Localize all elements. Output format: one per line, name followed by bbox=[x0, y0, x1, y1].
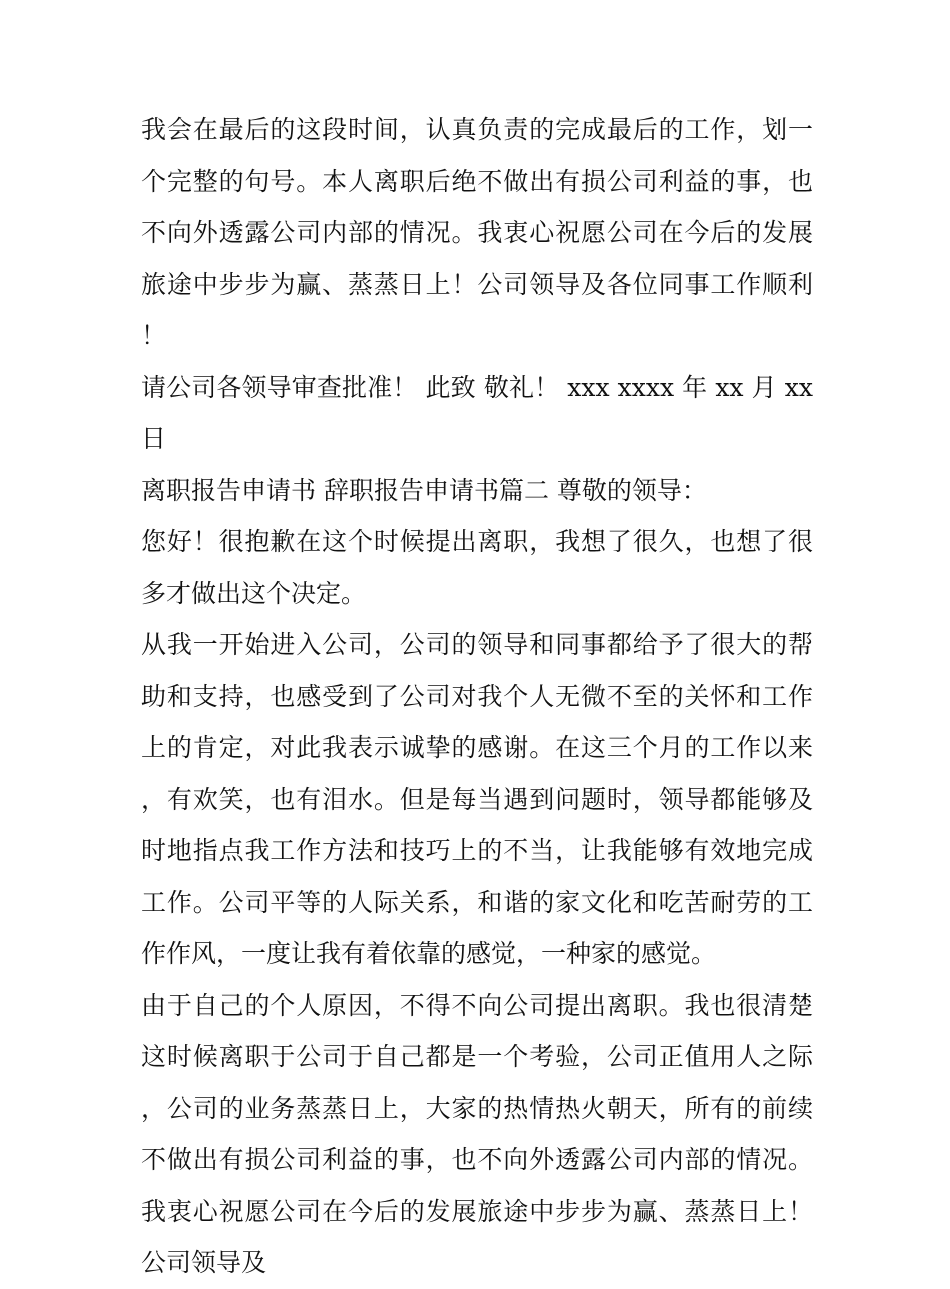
paragraph-gratitude: 从我一开始进入公司，公司的领导和同事都给予了很大的帮助和支持，也感受到了公司对我个人无微不至的关怀和工作上的肯定，对此我表示诚挚的感谢。在这三个月的工作以来，有欢笑，也有泪水。但是每当遇到问题时，领导都能够及时地指点我工作方法和技巧上的不当，让我能够有效地完成工作。公司平等的人际关系，和谐的家文化和吃苦耐劳的工作作风，一度让我有着依靠的感觉，一种家的感觉。 bbox=[141, 630, 813, 968]
document-body bbox=[141, 104, 813, 1289]
paragraph-sign-off: 请公司各领导审查批准！ 此致 敬礼！ xxx xxxx 年 xx 月 xx 日 bbox=[141, 372, 813, 453]
paragraph-section-heading: 离职报告申请书 辞职报告申请书篇二 尊敬的领导： bbox=[141, 475, 707, 505]
paragraph-reason: 由于自己的个人原因，不得不向公司提出离职。我也很清楚这时候离职于公司于自己都是一个考验，公司正值用人之际，公司的业务蒸蒸日上，大家的热情热火朝天，所有的前续不做出有损公司利益的事，也不向外透露公司内部的情况。我衷心祝愿公司在今后的发展旅途中步步为赢、蒸蒸日上！公司领导及 bbox=[141, 990, 813, 1277]
paragraph-greeting: 您好！很抱歉在这个时候提出离职，我想了很久，也想了很多才做出这个决定。 bbox=[141, 527, 813, 608]
paragraph-closing-commitment: 我会在最后的这段时间，认真负责的完成最后的工作，划一个完整的句号。本人离职后绝不做出有损公司利益的事，也不向外透露公司内部的情况。我衷心祝愿公司在今后的发展旅途中步步为赢、蒸蒸日上！公司领导及各位同事工作顺利！ bbox=[141, 115, 813, 350]
